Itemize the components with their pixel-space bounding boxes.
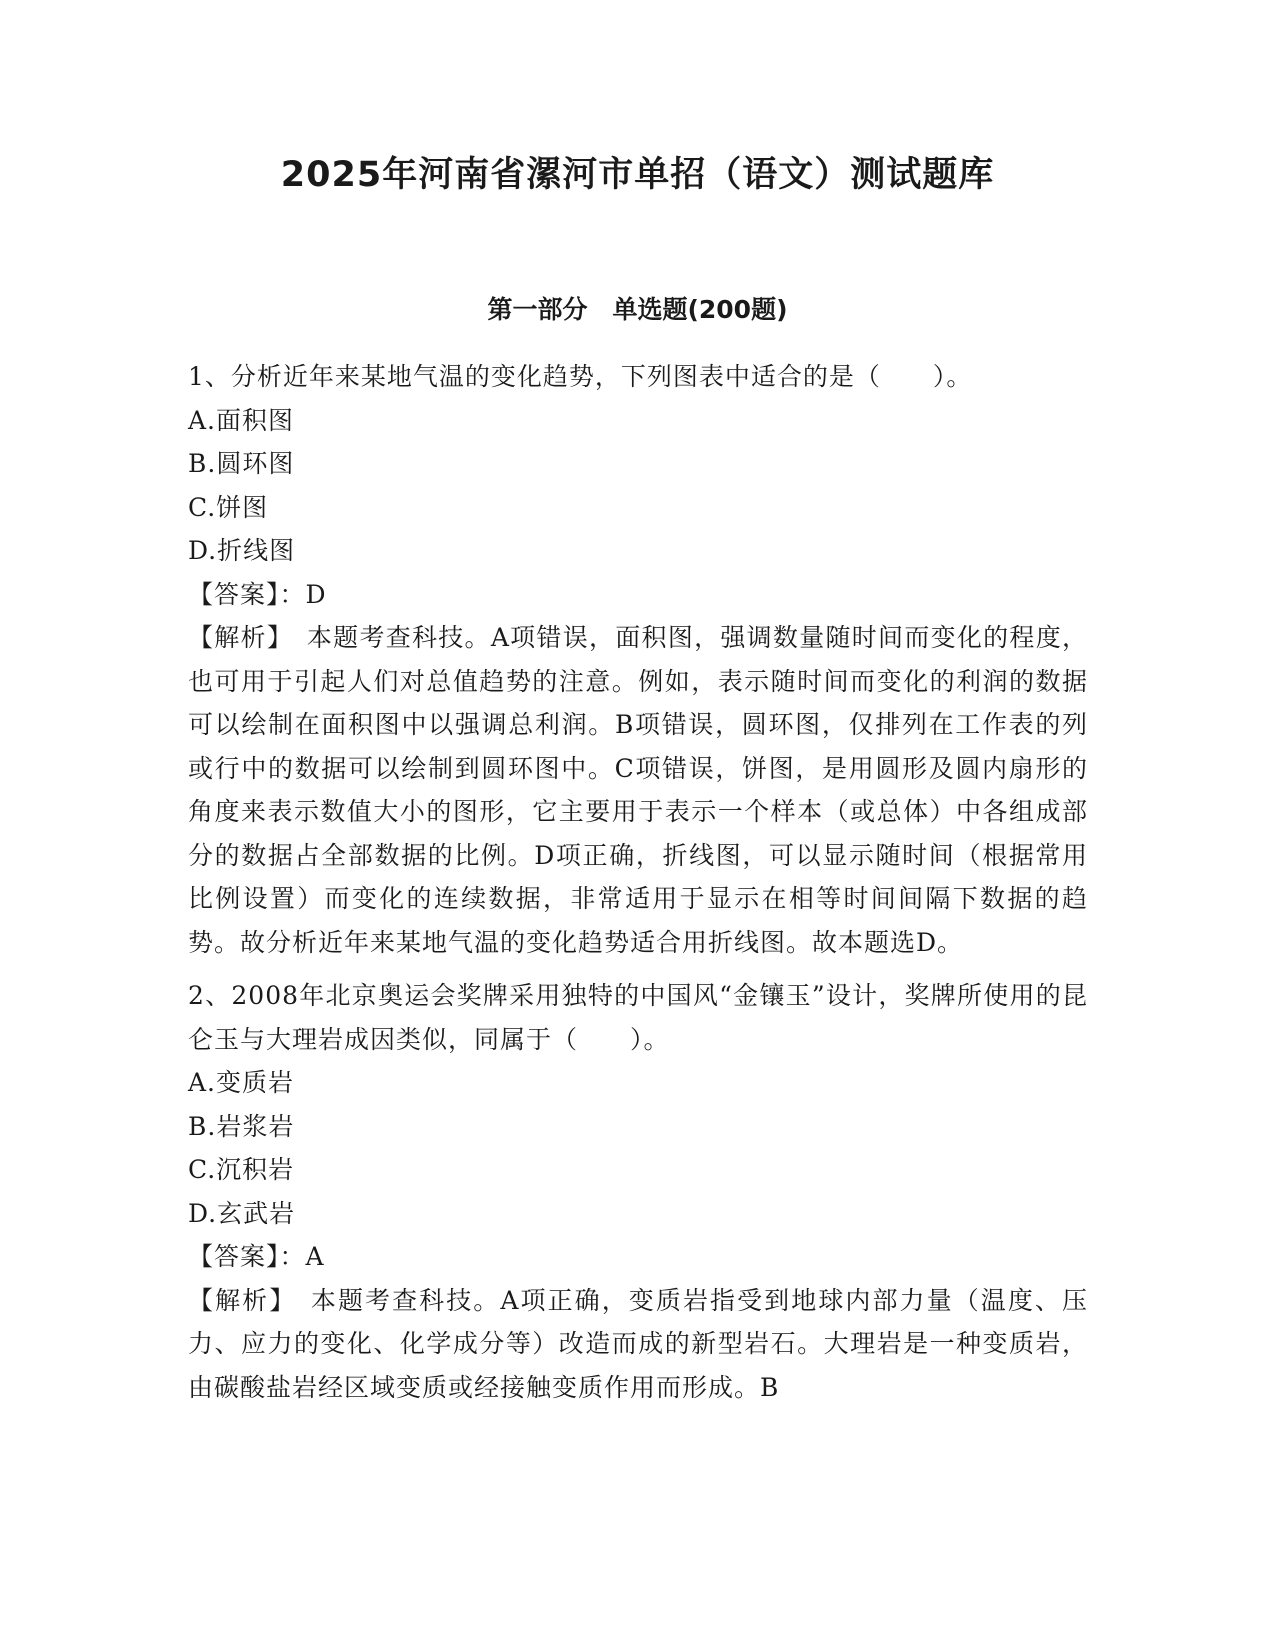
section-title: 第一部分 单选题(200题) xyxy=(487,295,788,324)
analysis-paragraph xyxy=(188,1279,1088,1410)
analysis-label: 【解析】 xyxy=(188,1285,284,1315)
question-stem: 1、分析近年来某地气温的变化趋势，下列图表中适合的是（ ）。 xyxy=(188,362,973,391)
answer-label: 【答案】： xyxy=(188,1242,306,1271)
analysis-text: 本题考查科技。A项错误，面积图，强调数量随时间而变化的程度，也可用于引起人们对总值趋势的注意。例如，表示随时间而变化的利润的数据可以绘制在面积图中以强调总利润。B项错误，圆环图，仅排列在工作表的列或行中的数据可以绘制到圆环图中。C项错误，饼图，是用圆形及圆内扇形的角度来表示数值大小的图形，它主要用于表示一个样本（或总体）中各组成部分的数据占全部数据的比例。D项正确，折线图，可以显示随时间（根据常用比例设置）而变化的连续数据，非常适用于显示在相等时间间隔下数据的趋势。故分析近年来某地气温的变化趋势适合用折线图。故本题选D。 xyxy=(188,623,1088,957)
option-c: C.沉积岩 xyxy=(188,1155,295,1184)
question-stem: 2、2008年北京奥运会奖牌采用独特的中国风“金镶玉”设计，奖牌所使用的昆仑玉与大理岩成因类似，同属于（ ）。 xyxy=(188,981,1088,1054)
analysis-label: 【解析】 xyxy=(188,623,281,652)
option-a: A.面积图 xyxy=(188,405,295,435)
answer-value: A xyxy=(305,1242,325,1271)
option-b: B.圆环图 xyxy=(188,449,295,478)
analysis-text: 本题考查科技。A项正确，变质岩指受到地球内部力量（温度、压力、应力的变化、化学成分等）改造而成的新型岩石。大理岩是一种变质岩，由碳酸盐岩经区域变质或经接触变质作用而形成。B xyxy=(188,1285,1088,1402)
answer-line xyxy=(188,1235,1088,1279)
question-list xyxy=(188,355,1088,1419)
answer-line xyxy=(188,573,1088,617)
option-b: B.岩浆岩 xyxy=(188,1111,295,1141)
option-a: A.变质岩 xyxy=(188,1068,295,1097)
question-2 xyxy=(188,974,1088,1409)
question-1 xyxy=(188,355,1088,964)
option-d: D.折线图 xyxy=(188,536,296,565)
document-title: 2025年河南省漯河市单招（语文）测试题库 xyxy=(280,155,995,195)
answer-value: D xyxy=(305,579,327,609)
answer-label: 【答案】： xyxy=(188,579,306,609)
analysis-paragraph xyxy=(188,616,1088,964)
option-d: D.玄武岩 xyxy=(188,1198,296,1228)
option-c: C.饼图 xyxy=(188,492,269,522)
